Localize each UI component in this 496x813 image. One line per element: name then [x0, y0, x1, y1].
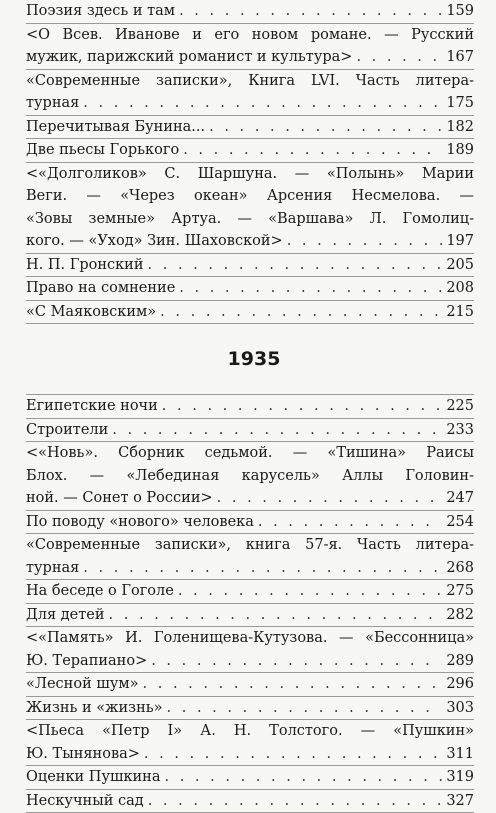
toc-entry-page-number: 205 [446, 254, 474, 277]
toc-entry [26, 419, 474, 443]
dot-leader [209, 116, 442, 139]
toc-entry-line [26, 534, 474, 557]
toc-entry-page-number: 167 [446, 46, 474, 69]
toc-entry-title: <О Всев. Иванове и его новом романе. — Русский [26, 24, 474, 47]
year-heading: 1935 [34, 324, 474, 394]
toc-entry-title: «Лесной шум» [26, 673, 139, 696]
toc-entry-line [26, 580, 474, 603]
toc-entry-line [26, 604, 474, 627]
dot-leader [151, 650, 442, 673]
toc-entry [26, 720, 474, 766]
toc-entry-page-number: 296 [446, 673, 474, 696]
toc-entry-title: «Зовы земные» Артуа. — «Варшава» Л. Гомолиц- [26, 208, 474, 231]
toc-entry [26, 254, 474, 278]
dot-leader [144, 743, 442, 766]
toc-entry-page-number: 254 [446, 511, 474, 534]
toc-entry-page-number: 289 [446, 650, 474, 673]
toc-entry-line [26, 46, 474, 69]
toc-entry [26, 277, 474, 301]
toc-entry-title: Оценки Пушкина [26, 766, 161, 789]
toc-group-1934 [26, 0, 474, 324]
toc-entry-title: <«Новь». Сборник седьмой. — «Тишина» Раисы [26, 442, 474, 465]
toc-entry-line [26, 673, 474, 696]
toc-entry-title: Ю. Терапиано> [26, 650, 147, 673]
toc-entry-line [26, 185, 474, 208]
dot-leader [83, 557, 442, 580]
dot-leader [148, 254, 443, 277]
toc-entry-line [26, 557, 474, 580]
toc-entry-title: Для детей [26, 604, 105, 627]
toc-entry-title: <Пьеса «Петр I» А. Н. Толстого. — «Пушкин» [26, 720, 474, 743]
toc-entry [26, 116, 474, 140]
toc-entry-title: мужик, парижский романист и культура> [26, 46, 352, 69]
toc-entry-line [26, 254, 474, 277]
toc-entry-title: Перечитывая Бунина... [26, 116, 205, 139]
toc-entry-page-number: 268 [446, 557, 474, 580]
toc-entry [26, 790, 474, 813]
toc-entry-line [26, 163, 474, 186]
toc-entry-line [26, 465, 474, 488]
toc-entry-title: Н. П. Гронский [26, 254, 144, 277]
toc-entry-page-number: 159 [446, 0, 474, 23]
dot-leader [162, 395, 443, 418]
dot-leader [183, 139, 442, 162]
toc-entry-page-number: 275 [446, 580, 474, 603]
toc-entry [26, 627, 474, 673]
toc-entry-page-number: 175 [446, 92, 474, 115]
dot-leader [179, 277, 442, 300]
toc-entry-line [26, 208, 474, 231]
toc-entry-title: турная [26, 92, 79, 115]
toc-entry-line [26, 0, 474, 23]
toc-entry-line [26, 139, 474, 162]
toc-entry-page-number: 303 [446, 697, 474, 720]
dot-leader [143, 673, 443, 696]
toc-entry-title: <«Память» И. Голенищева-Кутузова. — «Бессонница» [26, 627, 474, 650]
toc-entry-page-number: 197 [446, 230, 474, 253]
toc-entry-title: На беседе о Гоголе [26, 580, 174, 603]
toc-entry-title: «С Маяковским» [26, 301, 156, 324]
toc-entry-title: Нескучный сад [26, 790, 144, 813]
toc-entry [26, 534, 474, 580]
toc-entry-page-number: 319 [446, 766, 474, 789]
toc-entry-title: турная [26, 557, 79, 580]
toc-entry-title: кого. — «Уход» Зин. Шаховской> [26, 230, 283, 253]
toc-entry-title: По поводу «нового» человека [26, 511, 254, 534]
toc-entry-line [26, 487, 474, 510]
toc-entry-line [26, 301, 474, 324]
toc-entry-title: Жизнь и «жизнь» [26, 697, 163, 720]
toc-entry [26, 395, 474, 419]
toc-entry-title: Веги. — «Через океан» Арсения Несмелова. — [26, 185, 474, 208]
toc-entry [26, 442, 474, 511]
table-of-contents [26, 0, 474, 813]
toc-entry-page-number: 208 [446, 277, 474, 300]
toc-entry-line [26, 92, 474, 115]
toc-entry-page-number: 233 [446, 419, 474, 442]
dot-leader [83, 92, 442, 115]
dot-leader [109, 604, 443, 627]
toc-entry-line [26, 766, 474, 789]
toc-entry-line [26, 230, 474, 253]
dot-leader [258, 511, 442, 534]
toc-entry-line [26, 419, 474, 442]
toc-entry [26, 604, 474, 628]
toc-entry-page-number: 225 [446, 395, 474, 418]
toc-entry [26, 24, 474, 70]
toc-entry [26, 511, 474, 535]
toc-entry-page-number: 311 [446, 743, 474, 766]
toc-entry [26, 163, 474, 254]
toc-entry-line [26, 511, 474, 534]
toc-entry-title: Египетские ночи [26, 395, 158, 418]
toc-entry [26, 0, 474, 24]
toc-group-1935 [26, 394, 474, 813]
toc-entry [26, 766, 474, 790]
toc-entry-title: Поэзия здесь и там [26, 0, 175, 23]
toc-entry-line [26, 116, 474, 139]
toc-entry [26, 697, 474, 721]
toc-entry [26, 70, 474, 116]
toc-entry-line [26, 277, 474, 300]
toc-entry-line [26, 24, 474, 47]
toc-entry-page-number: 327 [446, 790, 474, 813]
toc-entry-title: Ю. Тынянова> [26, 743, 140, 766]
toc-entry [26, 301, 474, 325]
toc-entry-line [26, 442, 474, 465]
dot-leader [160, 301, 442, 324]
dot-leader [179, 0, 442, 23]
toc-entry-line [26, 743, 474, 766]
toc-entry-title: Две пьесы Горького [26, 139, 179, 162]
toc-entry-title: «Современные записки», Книга LVI. Часть литера- [26, 70, 474, 93]
toc-entry-page-number: 282 [446, 604, 474, 627]
dot-leader [287, 230, 443, 253]
toc-entry-line [26, 650, 474, 673]
toc-entry-page-number: 247 [446, 487, 474, 510]
toc-entry-title: ной. — Сонет о России> [26, 487, 213, 510]
toc-entry-title: <«Долголиков» С. Шаршуна. — «Полынь» Марии [26, 163, 474, 186]
toc-entry [26, 139, 474, 163]
toc-entry-title: «Современные записки», книга 57-я. Часть литера- [26, 534, 474, 557]
dot-leader [217, 487, 443, 510]
toc-entry-title: Блох. — «Лебединая карусель» Аллы Головин- [26, 465, 474, 488]
toc-entry-line [26, 720, 474, 743]
toc-entry-line [26, 395, 474, 418]
dot-leader [112, 419, 442, 442]
toc-entry-title: Строители [26, 419, 108, 442]
toc-entry-page-number: 215 [446, 301, 474, 324]
dot-leader [178, 580, 442, 603]
dot-leader [165, 766, 443, 789]
dot-leader [356, 46, 442, 69]
toc-entry [26, 580, 474, 604]
toc-entry-line [26, 70, 474, 93]
toc-entry-line [26, 627, 474, 650]
toc-entry-title: Право на сомнение [26, 277, 175, 300]
toc-entry-page-number: 189 [446, 139, 474, 162]
toc-entry [26, 673, 474, 697]
toc-entry-page-number: 182 [446, 116, 474, 139]
dot-leader [148, 790, 443, 813]
toc-entry-line [26, 790, 474, 813]
